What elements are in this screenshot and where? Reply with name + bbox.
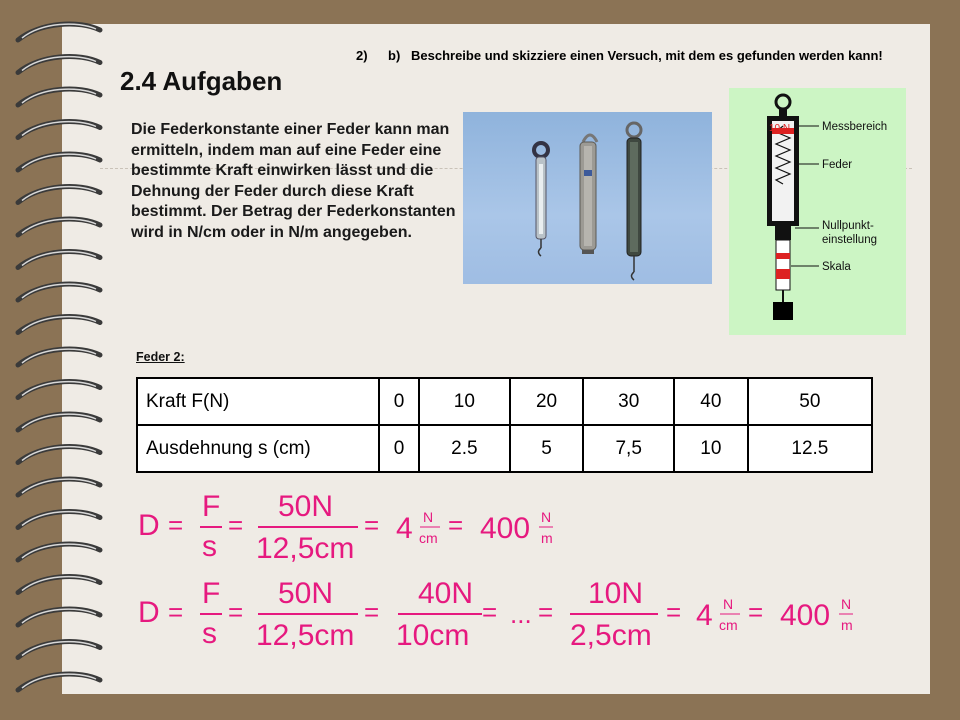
table-cell: 40 — [674, 378, 748, 425]
formula2-result-den: m — [841, 617, 853, 633]
formula2-eq: = — [168, 597, 184, 627]
formula2-f: F — [202, 577, 221, 610]
formula1-result: 400 — [480, 512, 531, 545]
formula1-result-den: m — [541, 530, 553, 546]
label-nullpunkt-1: Nullpunkt- — [822, 220, 874, 232]
formula1-eq4: = — [448, 510, 464, 540]
intro-paragraph: Die Federkonstante einer Feder kann man ermitteln, indem man auf eine Feder eine bestimmte Kraft einwirken lässt und die Dehnung der Feder durch diese Kraft bestimmt. Der Betrag der Federkonstanten wird in N/cm oder in N/m angegeben. — [131, 121, 456, 241]
spring-scale-medium — [580, 135, 597, 254]
spiral-binding — [0, 0, 130, 720]
table-cell: 5 — [510, 425, 584, 472]
formula1-unit-den: cm — [419, 530, 438, 546]
table-cell: 0 — [379, 378, 419, 425]
formula1-s: s — [202, 530, 217, 563]
row-label-force: Kraft F(N) — [137, 378, 379, 425]
table-cell: 10 — [419, 378, 510, 425]
formula2-b-den: 10cm — [396, 619, 470, 652]
table-row — [137, 378, 872, 425]
formula2-lhs: D — [138, 596, 160, 629]
task-number: 2) — [356, 48, 368, 63]
formula2-s: s — [202, 617, 217, 650]
diagram-marker: 10 N — [769, 123, 791, 134]
row-label-extension: Ausdehnung s (cm) — [137, 425, 379, 472]
formula2-eq5: = — [538, 597, 554, 627]
formula1-f: F — [202, 490, 221, 523]
formula2-coef: 4 — [696, 599, 713, 632]
table-cell: 0 — [379, 425, 419, 472]
formula1-eq: = — [168, 510, 184, 540]
formula1-lhs: D — [138, 509, 160, 542]
task-letter: b) — [388, 48, 401, 63]
spring-scale-small — [534, 143, 548, 256]
table-cell: 10 — [674, 425, 748, 472]
formula-area — [130, 490, 890, 690]
formula2-unit-num: N — [723, 596, 734, 612]
table-cell: 50 — [748, 378, 872, 425]
formula2-eq4: = — [482, 597, 498, 627]
table-cell: 30 — [583, 378, 674, 425]
formula1-result-num: N — [541, 509, 552, 525]
spring-scale-diagram — [729, 88, 906, 335]
formula2-eq7: = — [748, 597, 764, 627]
spring-scales-photo — [463, 112, 712, 284]
spring-scales-illustration — [463, 112, 712, 284]
formula2-c-den: 2,5cm — [570, 619, 652, 652]
table-cell: 2.5 — [419, 425, 510, 472]
formula2-eq2: = — [228, 597, 244, 627]
formula1-eq2: = — [228, 510, 244, 540]
section-title: 2.4 Aufgaben — [120, 66, 283, 96]
formula2-unit-den: cm — [719, 617, 738, 633]
formula2-b-num: 40N — [418, 577, 474, 610]
formula1-coef: 4 — [396, 512, 413, 545]
measurement-table — [136, 377, 873, 473]
formula1-den: 12,5cm — [256, 532, 355, 565]
formula2-result: 400 — [780, 599, 831, 632]
formula2-c-num: 10N — [588, 577, 644, 610]
formula2-result-num: N — [841, 596, 852, 612]
formula2-eq3: = — [364, 597, 380, 627]
formula1-num: 50N — [278, 490, 334, 523]
table-cell: 20 — [510, 378, 584, 425]
formula1-unit-num: N — [423, 509, 434, 525]
spring-scale-large — [627, 123, 641, 280]
formula2-a-num: 50N — [278, 577, 334, 610]
table-cell: 12.5 — [748, 425, 872, 472]
table-row — [137, 425, 872, 472]
table-caption: Feder 2: — [136, 350, 185, 364]
table-cell: 7,5 — [583, 425, 674, 472]
label-skala: Skala — [822, 261, 851, 273]
label-feder: Feder — [822, 159, 853, 171]
label-nullpunkt-2: einstellung — [822, 234, 877, 246]
formula2-a-den: 12,5cm — [256, 619, 355, 652]
formula1-eq3: = — [364, 510, 380, 540]
task-text: Beschreibe und skizziere einen Versuch, mit dem es gefunden werden kann! — [411, 48, 883, 63]
formula2-dots: ... — [510, 599, 532, 629]
label-messbereich: Messbereich — [822, 121, 888, 133]
formula2-eq6: = — [666, 597, 682, 627]
